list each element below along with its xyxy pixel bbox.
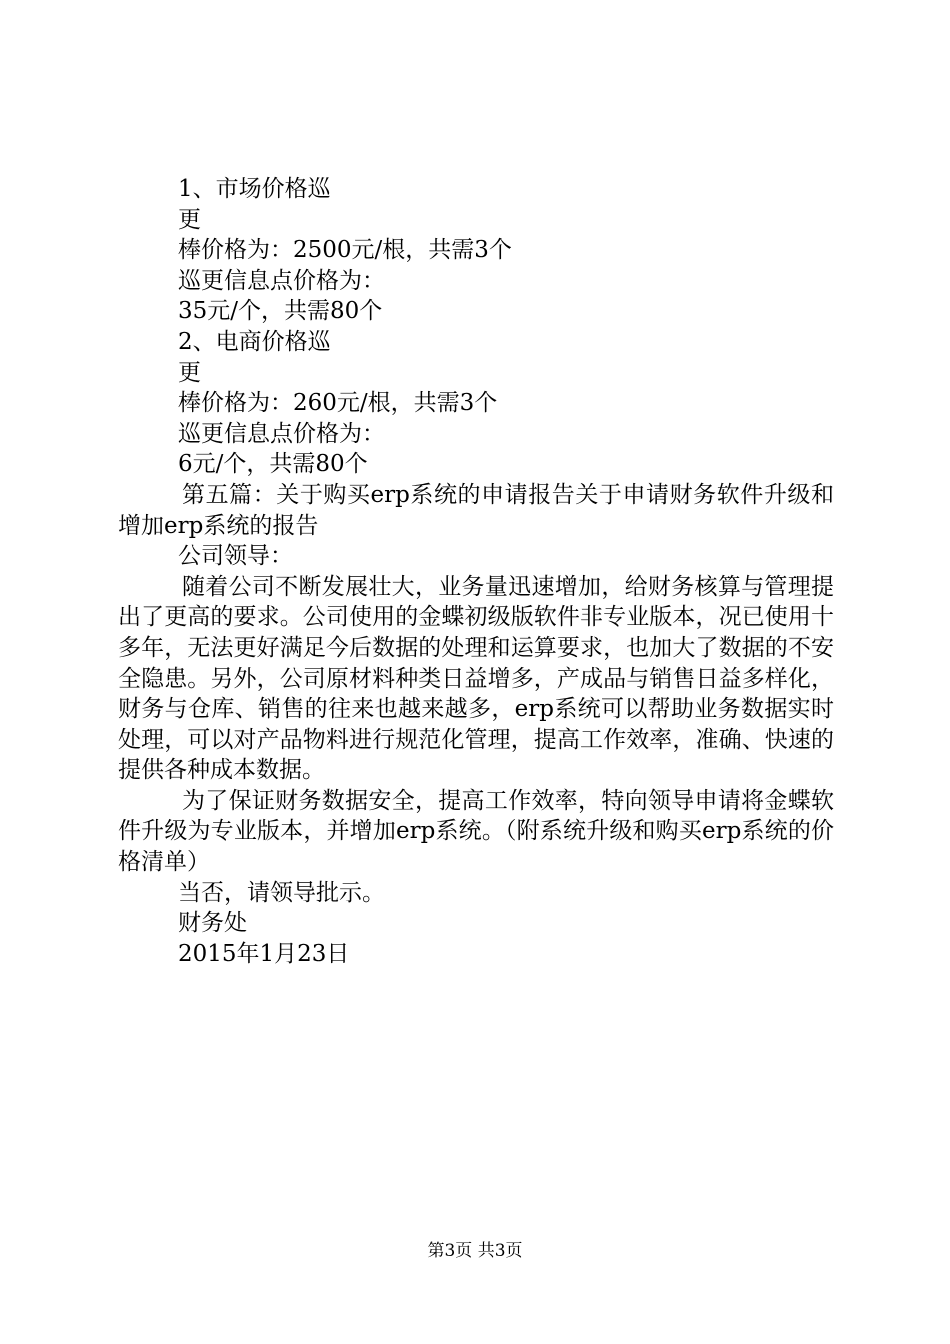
- price-line: 更: [178, 206, 201, 233]
- section-title: 第五篇：关于购买erp系统的申请报告关于申请财务软件升级和增加erp系统的报告: [118, 481, 834, 539]
- page-footer: 第3页 共3页: [427, 1241, 523, 1261]
- price-line: 棒价格为：260元/根，共需3个: [178, 390, 498, 417]
- price-line: 6元/个，共需80个: [178, 451, 368, 478]
- body-paragraph: 为了保证财务数据安全，提高工作效率，特向领导申请将金蝶软件升级为专业版本，并增加erp系统。（附系统升级和购买erp系统的价格清单）: [118, 787, 834, 876]
- price-line: 棒价格为：2500元/根，共需3个: [178, 237, 512, 264]
- price-line: 巡更信息点价格为：: [178, 267, 385, 294]
- body-paragraph: 随着公司不断发展壮大，业务量迅速增加，给财务核算与管理提出了更高的要求。公司使用的金蝶初级版软件非专业版本，况已使用十多年，无法更好满足今后数据的处理和运算要求，也加大了数据的不安全隐患。另外，公司原材料种类日益增多，产成品与销售日益多样化，财务与仓库、销售的往来也越来越多，erp系统可以帮助业务数据实时处理，可以对产品物料进行规范化管理，提高工作效率，准确、快速的提供各种成本数据。: [118, 573, 834, 784]
- signature: 财务处: [178, 910, 247, 937]
- price-line: 35元/个，共需80个: [178, 298, 383, 325]
- price-line: 巡更信息点价格为：: [178, 420, 385, 447]
- price-line: 1、市场价格巡: [178, 176, 331, 202]
- price-line: 2、电商价格巡: [178, 328, 331, 355]
- document-body: [118, 174, 834, 969]
- price-line: 更: [178, 359, 201, 386]
- closing-line: 当否，请领导批示。: [178, 879, 385, 906]
- salutation: 公司领导：: [178, 543, 293, 570]
- date: 2015年1月23日: [178, 940, 350, 967]
